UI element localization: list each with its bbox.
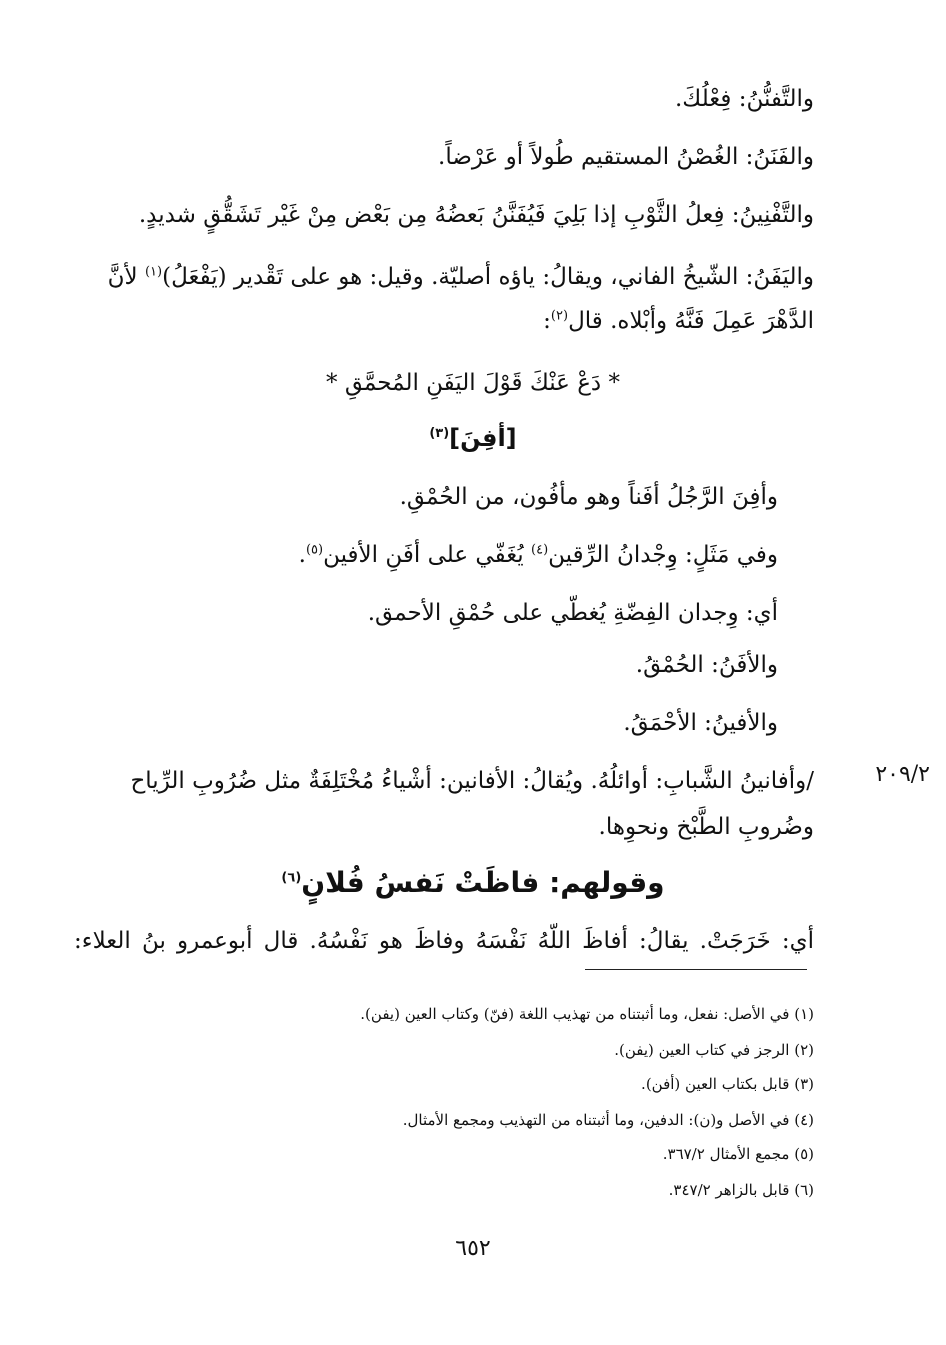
body-line-2: والفَنَنُ: الغُصْنُ المستقيم طُولاً أو عَرْضاً. — [438, 144, 814, 170]
body-line-5: وأفِنَ الرَّجُلُ أفَناً وهو مأفُون، من الحُمْقِ. — [399, 484, 778, 510]
footnote-separator — [585, 969, 807, 970]
section-heading-text: وقولهم: فاظَتْ نَفسُ فُلانٍ — [301, 866, 665, 899]
body-line-8: والأفَنُ: الحُمْقُ. — [635, 652, 778, 678]
verse-line: * دَعْ عَنْكَ قَوْلَ اليَفَنِ المُحمَّقِ * — [326, 370, 620, 396]
footnote-4: (٤) في الأصل و(ن): الدفين، وما أثبتناه من التهذيب ومجمع الأمثال. — [402, 1111, 814, 1129]
entry-heading-afn-text: [أفِنَ] — [449, 424, 517, 452]
footnote-ref-1: (١) — [144, 264, 163, 280]
body-line-4a-end: لأنَّ — [107, 264, 145, 290]
footnote-ref-3: (٣) — [429, 426, 450, 441]
body-line-4b — [543, 306, 814, 336]
footnote-3: (٣) قابل بكتاب العين (أفن). — [641, 1075, 814, 1093]
body-line-6-end: . — [298, 542, 306, 568]
body-line-6 — [299, 540, 778, 570]
footnote-ref-5: (٥) — [305, 542, 324, 558]
body-line-7: أي: وِجدان الفِضّةِ يُغطّي على حُمْقِ الأحمق. — [367, 600, 778, 626]
body-line-9: والأفينُ: الأحْمَقُ. — [623, 710, 778, 736]
entry-heading-afn — [0, 424, 946, 452]
footnote-ref-2: (٢) — [550, 308, 569, 324]
footnote-1: (١) في الأصل: نفعل، وما أثبتناه من تهذيب اللغة (فنّ) وكتاب العين (يفن). — [360, 1005, 814, 1023]
body-line-4a-text: واليَفَنُ: الشّيخُ الفاني، ويقالُ: ياؤه أصليّة. وقيل: هو على تَقْدير (يَفْعَلُ) — [162, 264, 814, 290]
footnote-6: (٦) قابل بالزاهر ٣٤٧/٢. — [668, 1181, 814, 1199]
body-line-10: /وأفانينُ الشَّبابِ: أوائلُهُ. ويُقالُ: الأفانين: أشْياءُ مُخْتَلِفَةٌ مثل ضُرُوبِ الرِّياح — [130, 768, 814, 794]
body-line-1: والتَّفنُّنُ: فِعْلُكَ. — [675, 86, 814, 112]
body-line-12: أي: خَرَجَتْ. يقالُ: أفاظَ اللّهُ نَفْسَهُ وفاظَ هو نَفْسُهُ. قال أبوعمرو بنُ العلاء: — [74, 928, 814, 954]
footnote-5: (٥) مجمع الأمثال ٣٦٧/٢. — [662, 1145, 814, 1163]
page-number: ٦٥٢ — [455, 1236, 491, 1261]
body-line-4b-end: : — [543, 308, 551, 334]
body-line-4b-text: الدَّهْرَ عَمِلَ فَنَّهُ وأبْلاه. قال — [568, 308, 814, 334]
body-line-11: وضُروبِ الطَّبْخ ونحوِها. — [598, 814, 814, 840]
margin-reference: ٢٠٩/٢ — [875, 762, 930, 787]
footnote-2: (٢) الرجز في كتاب العين (يفن). — [614, 1041, 814, 1059]
footnote-ref-4: (٤) — [531, 542, 549, 558]
body-line-6a: وفي مَثَلٍ: وِجْدانُ الرِّقين — [548, 542, 778, 568]
body-line-4a — [108, 262, 814, 292]
footnote-ref-6: (٦) — [281, 870, 302, 886]
body-line-3: والتَّفْنِينُ: فِعلُ الثَّوْبِ إذا بَلِيَ فَيُفَنَّنُ بَعضُهُ مِن بَعْض مِنْ غَيْر تَشَقُّقٍ شديدٍ. — [138, 202, 814, 228]
section-heading — [0, 866, 946, 899]
body-line-6b: يُغَفّي على أفَنِ الأفين — [323, 542, 532, 568]
